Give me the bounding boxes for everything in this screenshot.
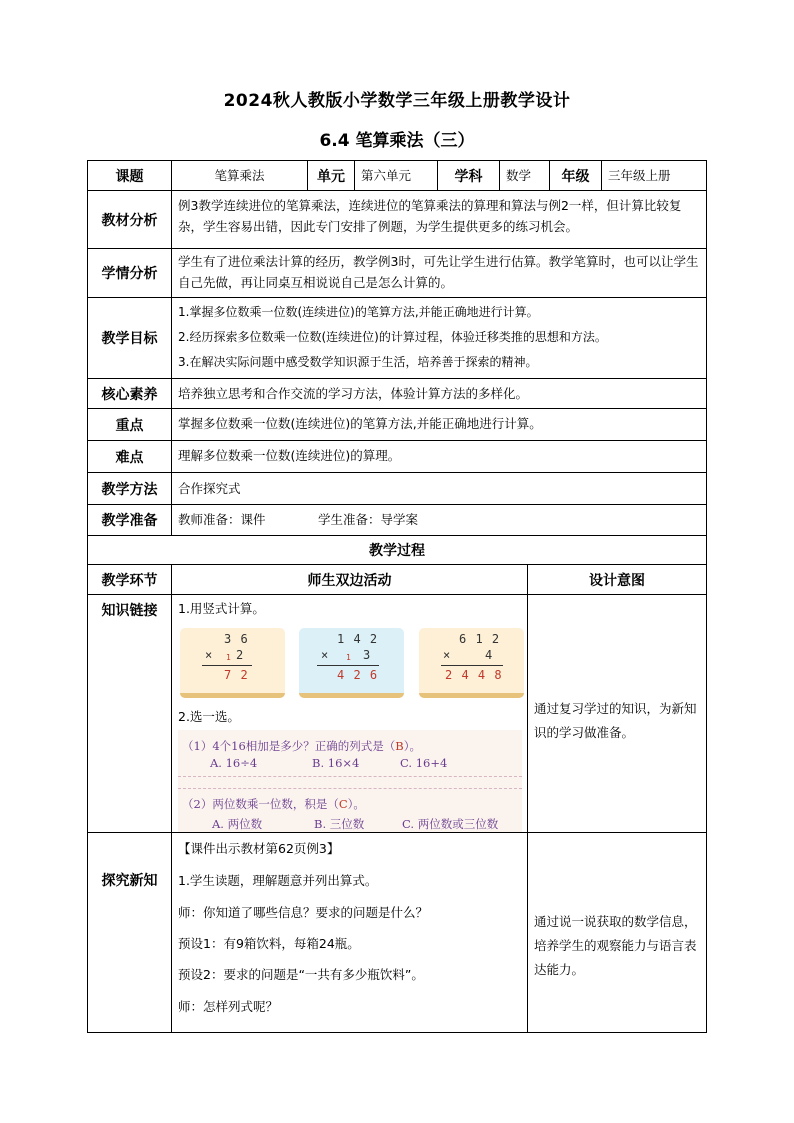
- calc-multiplier: 3: [363, 648, 371, 662]
- calc-rule: [441, 665, 503, 666]
- times-sign: ×: [321, 648, 329, 662]
- explore-line: 师：你知道了哪些信息？要求的问题是什么？: [178, 905, 429, 920]
- calc-rule: [202, 665, 252, 666]
- calc-rule: [317, 665, 379, 666]
- carry-digit: 1: [346, 653, 351, 662]
- teaching-method-text: 合作探究式: [178, 481, 241, 496]
- option-b: B. 16×4: [312, 756, 360, 770]
- document-title: 2024秋人教版小学数学三年级上册教学设计: [223, 91, 571, 111]
- option-b: B. 三位数: [314, 817, 365, 831]
- teaching-method-label: 教学方法: [101, 481, 158, 498]
- goal-item: 2.经历探索多位数乘一位数(连续进位)的计算过程，体验迁移类推的思想和方法。: [178, 330, 607, 344]
- calc-result: 2 4 4 8: [445, 668, 503, 682]
- calc-multiplicand: 3 6: [224, 632, 249, 646]
- teaching-goals-label: 教学目标: [101, 331, 158, 347]
- teaching-prep-label: 教学准备: [101, 513, 158, 529]
- difficulty-label: 难点: [115, 449, 144, 466]
- knowledge-link-label: 知识链接: [101, 603, 158, 619]
- calc-multiplier: 2: [236, 648, 244, 662]
- calc-result: 4 2 6: [337, 668, 379, 682]
- goal-item: 1.掌握多位数乘一位数(连续进位)的笔算方法,并能正确地进行计算。: [178, 305, 539, 319]
- calc-multiplier: 4: [485, 648, 493, 662]
- process-title: 教学过程: [369, 543, 425, 559]
- student-analysis-text: 学生有了进位乘法计算的经历，教学例3时，可先让学生进行估算。教学笔算时，也可以让学生自己先做，再让同桌互相说说自己是怎么计算的。: [178, 254, 699, 290]
- explore-line: 【课件出示教材第62页例3】: [178, 841, 340, 856]
- exercise-1-title: 1.用竖式计算。: [178, 601, 265, 616]
- answer-1: B: [395, 739, 404, 753]
- core-literacy-text: 培养独立思考和合作交流的学习方法，体验计算方法的多样化。: [178, 386, 529, 401]
- calc-result: 7 2: [224, 668, 249, 682]
- multiple-choice-panel: [178, 730, 522, 832]
- subject-label: 学科: [454, 168, 483, 185]
- unit-label: 单元: [317, 168, 345, 185]
- process-col-intent: 设计意图: [589, 572, 645, 589]
- topic-value: 笔算乘法: [214, 168, 265, 183]
- option-a: A. 16÷4: [210, 756, 258, 770]
- question-2: （2）两位数乘一位数，积是（C）。: [182, 797, 365, 811]
- times-sign: ×: [205, 648, 213, 662]
- explore-new-intent: 通过说一说获取的数学信息，培养学生的观察能力与语言表达能力。: [534, 914, 697, 977]
- process-col-stage: 教学环节: [101, 572, 158, 589]
- answer-2: C: [338, 797, 348, 811]
- goal-item: 3.在解决实际问题中感受数学知识源于生活，培养善于探索的精神。: [178, 355, 538, 369]
- grade-label: 年级: [561, 168, 590, 185]
- calc-multiplicand: 6 1 2: [459, 632, 501, 646]
- student-prep-text: 学生准备：导学案: [318, 511, 419, 527]
- teaching-goals: [172, 300, 706, 376]
- calc-card: [299, 628, 404, 698]
- option-c: C. 两位数或三位数: [402, 817, 499, 831]
- material-analysis-text: 例3教学连续进位的笔算乘法，连续进位的笔算乘法的算理和算法与例2一样，但计算比较复杂，学生容易出错，因此专门安排了例题，为学生提供更多的练习机会。: [178, 198, 682, 234]
- topic-label: 课题: [115, 168, 144, 185]
- calc-card: [180, 628, 285, 698]
- option-c: C. 16+4: [400, 756, 448, 770]
- document-subtitle: 6.4 笔算乘法（三）: [319, 131, 475, 151]
- knowledge-link-intent: 通过复习学过的知识，为新知识的学习做准备。: [534, 701, 697, 740]
- question-1: （1）4个16相加是多少？正确的列式是（B）。: [182, 739, 421, 753]
- student-analysis-label: 学情分析: [101, 266, 158, 282]
- explore-line: 预设1：有9箱饮料，每箱24瓶。: [178, 936, 360, 951]
- explore-line: 1.学生读题，理解题意并列出算式。: [178, 873, 378, 888]
- times-sign: ×: [443, 648, 451, 662]
- grade-value: 三年级上册: [608, 168, 671, 183]
- difficulty-text: 理解多位数乘一位数(连续进位)的算理。: [178, 447, 401, 463]
- key-point-text: 掌握多位数乘一位数(连续进位)的笔算方法,并能正确地进行计算。: [178, 415, 542, 431]
- carry-digit: 1: [226, 653, 231, 662]
- option-a: A. 两位数: [212, 817, 263, 831]
- unit-value: 第六单元: [361, 168, 412, 183]
- key-point-label: 重点: [115, 417, 144, 434]
- core-literacy-label: 核心素养: [101, 386, 158, 403]
- exercise-2-title: 2.选一选。: [178, 709, 240, 724]
- subject-value: 数学: [506, 168, 532, 183]
- explore-line: 师：怎样列式呢？: [178, 999, 279, 1014]
- explore-new-label: 探究新知: [101, 873, 158, 889]
- teacher-prep-text: 教师准备：课件: [178, 511, 266, 527]
- process-col-activity: 师生双边活动: [307, 572, 392, 589]
- calc-card: [419, 628, 524, 698]
- explore-line: 预设2：要求的问题是“一共有多少瓶饮料”。: [178, 967, 424, 982]
- material-analysis-label: 教材分析: [101, 212, 158, 229]
- calc-multiplicand: 1 4 2: [337, 632, 379, 646]
